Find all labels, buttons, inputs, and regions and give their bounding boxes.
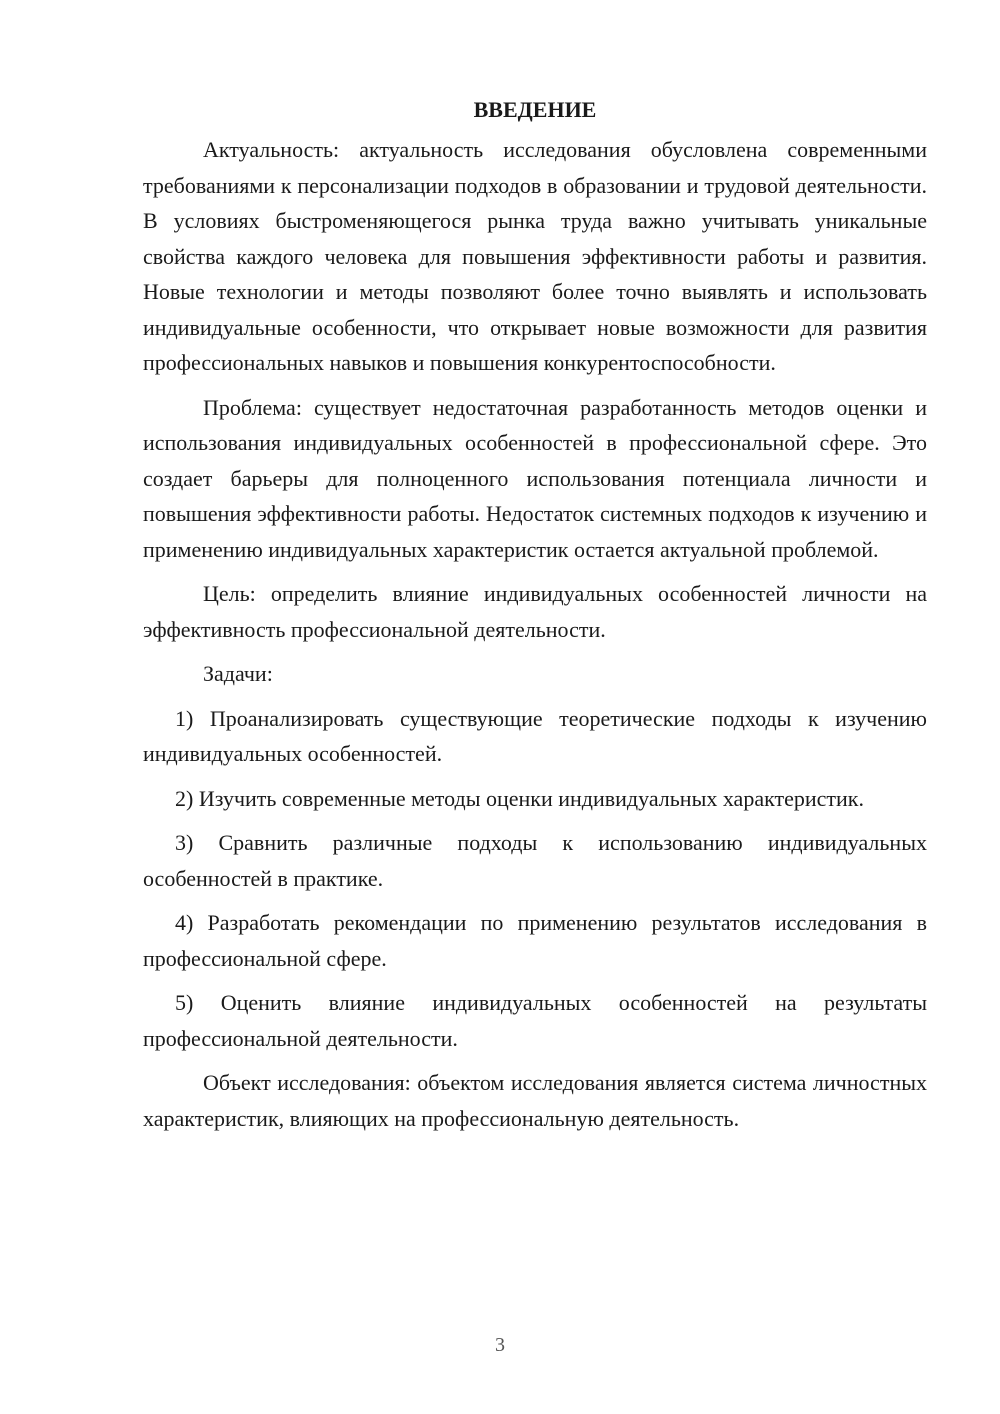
task-item: 1) Проанализировать существующие теоретические подходы к изучению индивидуальных особенностей.: [143, 705, 927, 766]
task-item: 4) Разработать рекомендации по применению результатов исследования в профессиональной сфере.: [143, 910, 927, 971]
paragraph-relevance: Актуальность: актуальность исследования обусловлена современными требованиями к персонализации подходов в образовании и трудовой деятельности. В условиях быстроменяющегося рынка труда важно учитывать уникальные свойства каждого человека для повышения эффективности работы и развития. Новые технологии и методы позволяют более точно выявлять и использовать индивидуальные особенности, что открывает новые возможности для развития профессиональных навыков и повышения конкурентоспособности.: [143, 137, 927, 375]
paragraph-object: Объект исследования: объектом исследования является система личностных характеристик, влияющих на профессиональную деятельность.: [143, 1070, 927, 1131]
task-item: 3) Сравнить различные подходы к использованию индивидуальных особенностей в практике.: [143, 830, 927, 891]
task-item: 2) Изучить современные методы оценки индивидуальных характеристик.: [175, 785, 864, 811]
paragraph-goal: Цель: определить влияние индивидуальных особенностей личности на эффективность профессиональной деятельности.: [143, 581, 927, 642]
task-item: 5) Оценить влияние индивидуальных особенностей на результаты профессиональной деятельности.: [143, 990, 927, 1051]
page-number: 3: [495, 1334, 505, 1356]
paragraph-problem: Проблема: существует недостаточная разработанность методов оценки и использования индивидуальных особенностей в профессиональной сфере. Это создает барьеры для полноценного использования потенциала личности и повышения эффективности работы. Недостаток системных подходов к изучению и применению индивидуальных характеристик остается актуальной проблемой.: [143, 394, 927, 562]
section-title: ВВЕДЕНИЕ: [473, 97, 597, 122]
tasks-list: [143, 701, 927, 1057]
tasks-heading: Задачи:: [203, 661, 273, 686]
